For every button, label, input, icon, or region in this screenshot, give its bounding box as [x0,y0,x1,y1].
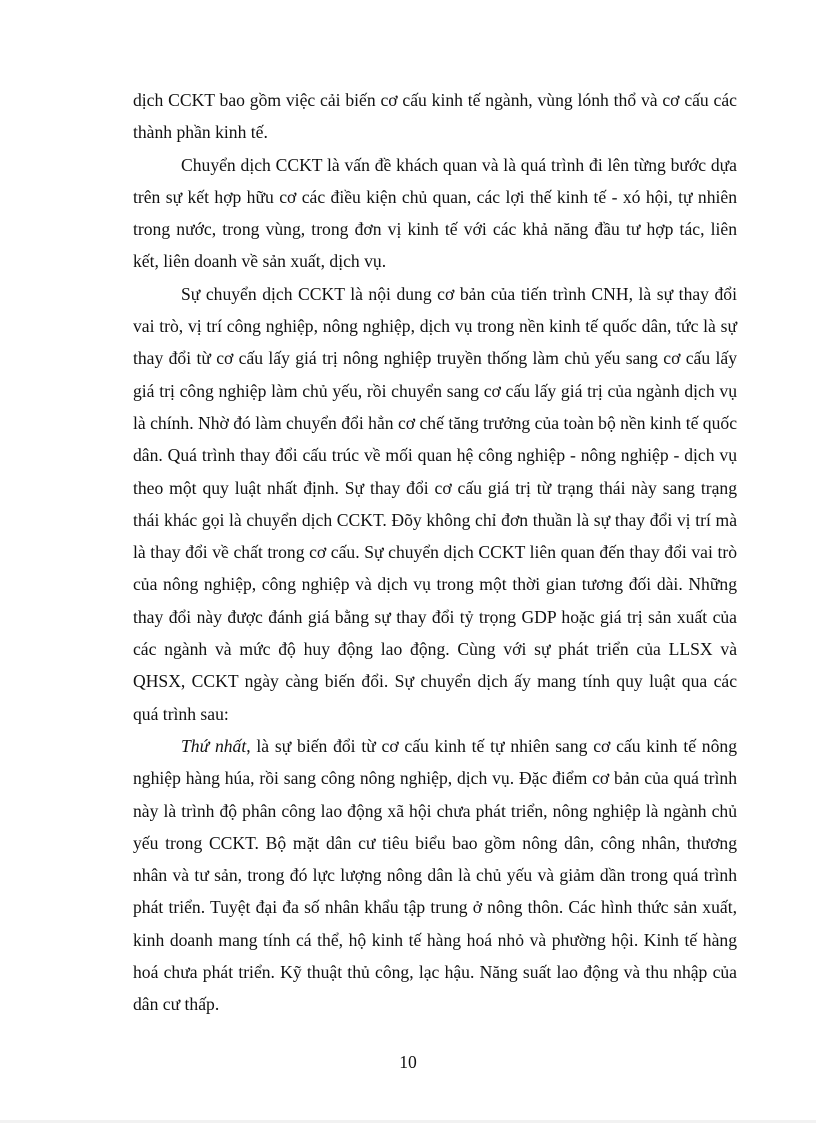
paragraph-2: Chuyển dịch CCKT là vấn đề khách quan và là quá trình đi lên từng bước dựa trên sự kết hợp hữu cơ các điều kiện chủ quan, các lợi thế kinh tế - xó hội, tự nhiên trong nước, trong vùng, trong đơn vị kinh tế với các khả năng đầu tư hợp tác, liên kết, liên doanh về sản xuất, dịch vụ. [133,154,737,272]
body-text [133,84,737,1021]
paragraph-4-lead: Thứ nhất [181,735,247,756]
paragraph-1: dịch CCKT bao gồm việc cải biến cơ cấu kinh tế ngành, vùng lónh thổ và cơ cấu các thành phần kinh tế. [133,90,737,143]
paragraph-4-text: , là sự biến đổi từ cơ cấu kinh tế tự nhiên sang cơ cấu kinh tế nông nghiệp hàng húa, rồi sang công nông nghiệp, dịch vụ. Đặc điểm cơ bản của quá trình này là trình độ phân công lao động xã hội chưa phát triển, nông nghiệp là ngành chủ yếu trong CCKT. Bộ mặt dân cư tiêu biểu bao gồm nông dân, công nhân, thương nhân và tư sản, trong đó lực lượng nông dân là chủ yếu và giảm dần trong quá trình phát triển. Tuyệt đại đa số nhân khẩu tập trung ở nông thôn. Các hình thức sản xuất, kinh doanh mang tính cá thể, hộ kinh tế hàng hoá nhỏ và phường hội. Kinh tế hàng hoá chưa phát triển. Kỹ thuật thủ công, lạc hậu. Năng suất lao động và thu nhập của dân cư thấp. [133,735,737,1015]
paragraph-4 [133,730,737,1021]
paragraph-3: Sự chuyển dịch CCKT là nội dung cơ bản của tiến trình CNH, là sự thay đổi vai trò, vị trí công nghiệp, nông nghiệp, dịch vụ trong nền kinh tế quốc dân, tức là sự thay đổi từ cơ cấu lấy giá trị nông nghiệp truyền thống làm chủ yếu sang cơ cấu lấy giá trị công nghiệp làm chủ yếu, rồi chuyển sang cơ cấu lấy giá trị của ngành dịch vụ là chính. Nhờ đó làm chuyển đổi hẳn cơ chế tăng trưởng của toàn bộ nền kinh tế quốc dân. Quá trình thay đổi cấu trúc về mối quan hệ công nghiệp - nông nghiệp - dịch vụ theo một quy luật nhất định. Sự thay đổi cơ cấu giá trị từ trạng thái này sang trạng thái khác gọi là chuyển dịch CCKT. Đõy không chỉ đơn thuần là sự thay đổi vị trí mà là thay đổi về chất trong cơ cấu. Sự chuyển dịch CCKT liên quan đến thay đổi vai trò của nông nghiệp, công nghiệp và dịch vụ trong một thời gian tương đối dài. Những thay đổi này được đánh giá bằng sự thay đổi tỷ trọng GDP hoặc giá trị sản xuất của các ngành và mức độ huy động lao động. Cùng với sự phát triển của LLSX và QHSX, CCKT ngày càng biến đổi. Sự chuyển dịch ấy mang tính quy luật qua các quá trình sau: [133,283,737,724]
page-number: 10 [399,1052,417,1072]
